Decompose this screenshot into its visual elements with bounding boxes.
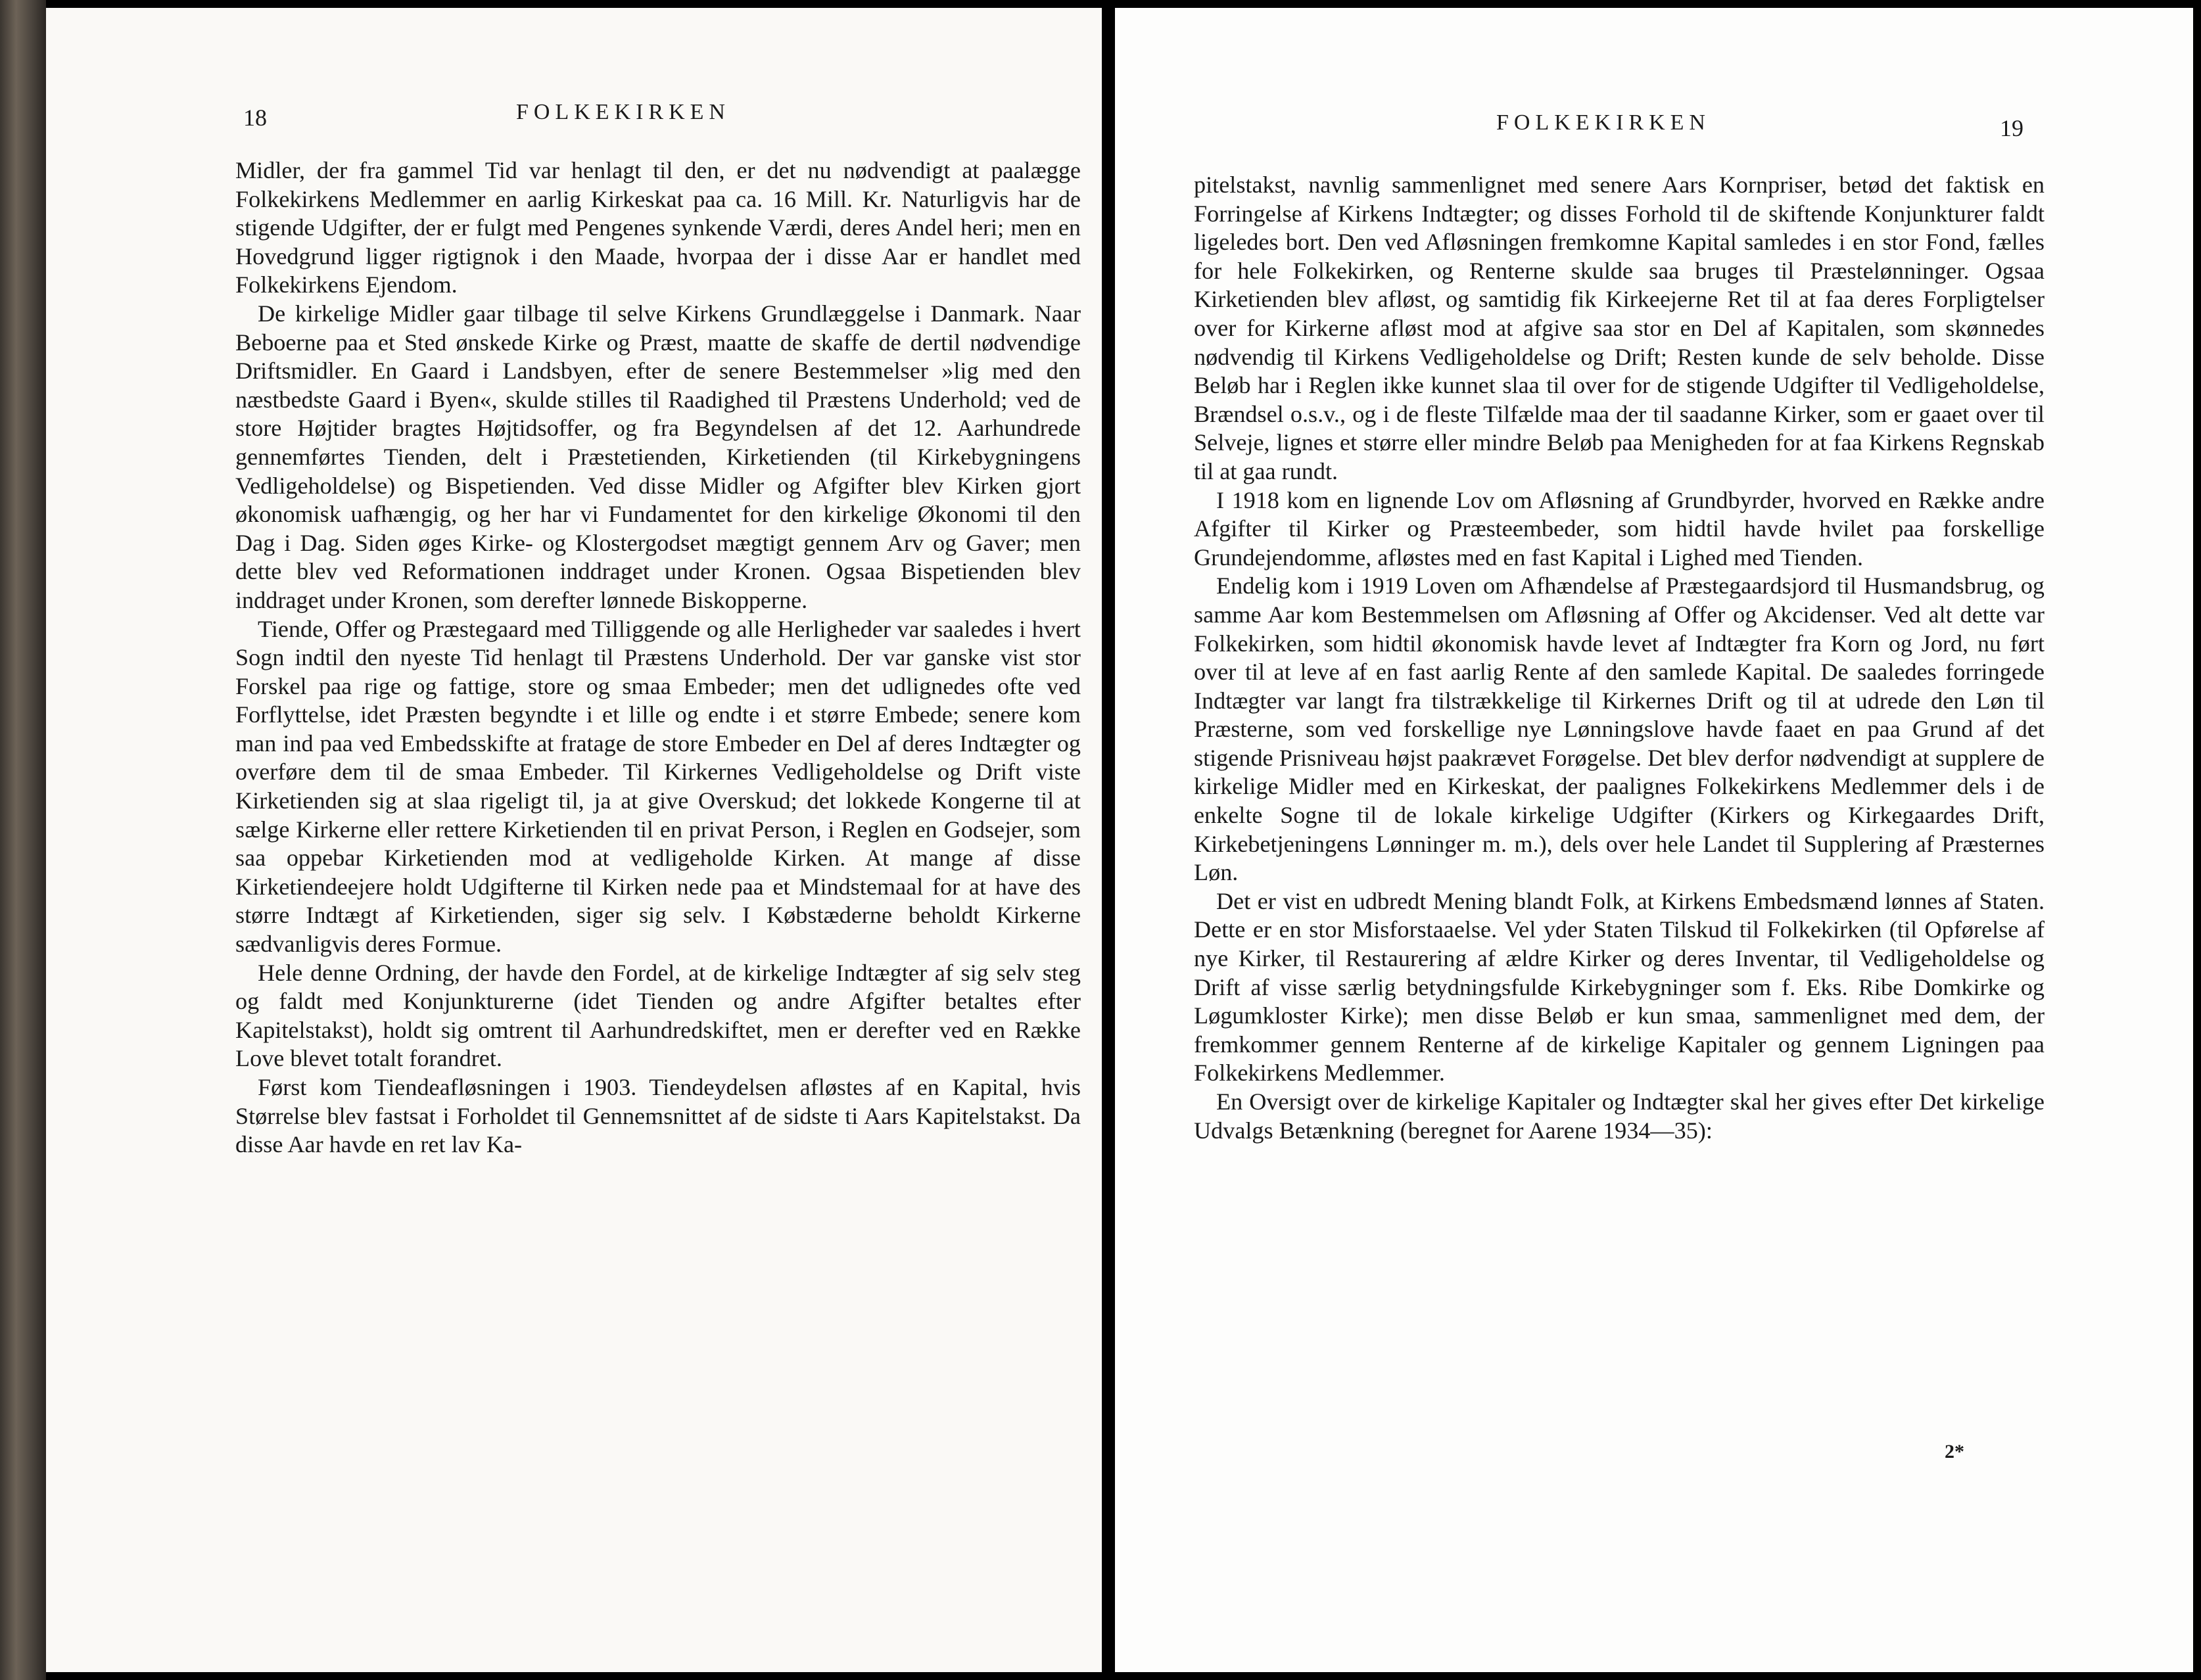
paragraph: De kirkelige Midler gaar tilbage til selve Kirkens Grundlæggelse i Danmark. Naar Beboerne paa et Sted ønskede Kirke og Præst, maatte de skaffe de dertil nødvendige Driftsmidler. En Gaard i Landsbyen, efter de senere Bestemmelser »lig med den næstbedste Gaard i Byen«, skulde stilles til Raadighed til Præstens Underhold; ved de store Højtider bragtes Højtidsoffer, og fra Begyndelsen af det 12. Aarhundrede gennemførtes Tienden, delt i Præstetienden, Kirketienden (til Kirkebygningens Vedligeholdelse) og Bispetienden. Ved disse Midler og Afgifter blev Kirken gjort økonomisk uafhængig, og her har vi Fundamentet for den kirkelige Økonomi til den Dag i Dag. Siden øges Kirke- og Klostergodset mægtigt gennem Arv og Gaver; men dette blev ved Reformationen inddraget under Kronen. Ogsaa Bispetienden blev inddraget under Kronen, som derefter lønnede Biskopperne.	[235, 300, 1081, 613]
page-number: 18	[243, 105, 267, 131]
body-text	[1194, 171, 2045, 1145]
page-number: 19	[2000, 115, 2024, 141]
paragraph: Hele denne Ordning, der havde den Fordel, at de kirkelige Indtægter af sig selv steg og faldt med Konjunkturerne (idet Tienden og andre Afgifter betaltes efter Kapitelstakst), holdt sig omtrent til Aarhundredskiftet, men er derefter ved en Række Love blevet totalt forandret.	[235, 959, 1081, 1072]
paragraph: Det er vist en udbredt Mening blandt Folk, at Kirkens Embedsmænd lønnes af Staten. Dette er en stor Misforstaaelse. Vel yder Staten Tilskud til Folkekirken (til Opførelse af nye Kirker, til Restaurering af ældre Kirker og deres Inventar, til Vedligeholdelse og Drift af visse særlig betydningsfulde Kirkebygninger som f. Eks. Ribe Domkirke og Løgumkloster Kirke); men disse Beløb er kun smaa, sammenlignet med dem, der fremkommer gennem Renterne af de kirkelige Kapitaler og gennem Ligningen paa Folkekirkens Medlemmer.	[1194, 887, 2045, 1086]
running-head: FOLKEKIRKEN	[516, 100, 730, 124]
running-head: FOLKEKIRKEN	[1496, 110, 1711, 135]
right-page	[1115, 8, 2193, 1672]
paragraph: I 1918 kom en lignende Lov om Afløsning af Grundbyrder, hvorved en Række andre Afgifter til Kirker og Præsteembeder, som hidtil havde hvilet paa forskellige Grundejendomme, afløstes med en fast Kapital i Lighed med Tienden.	[1194, 486, 2045, 571]
paragraph: pitelstakst, navnlig sammenlignet med senere Aars Kornpriser, betød det faktisk en Forringelse af Kirkens Indtægter; og disses Forhold til de skiftende Konjunkturer faldt ligeledes bort. Den ved Afløsningen fremkomne Kapital samledes i en stor Fond, fælles for hele Folkekirken, og Renterne skulde saa bruges til Præstelønninger. Ogsaa Kirketienden blev afløst, og samtidig fik Kirkeejerne Ret til at faa deres Forpligtelser over for Kirkerne afløst mod at afgive saa stor en Del af Kapitalen, som skønnedes nødvendig til Kirkens Vedligeholdelse og Drift; Resten kunde de selv beholde. Disse Beløb har i Reglen ikke kunnet slaa til over for de stigende Udgifter til Vedligeholdelse, Brændsel o.s.v., og i de fleste Tilfælde maa der til saadanne Kirker, som er gaaet over til Selveje, lignes et større eller mindre Beløb paa Menigheden for at faa Kirkens Regnskab til at gaa rundt.	[1194, 172, 2045, 484]
left-page	[46, 8, 1102, 1672]
body-text	[235, 156, 1081, 1159]
paragraph: Tiende, Offer og Præstegaard med Tilliggende og alle Herligheder var saaledes i hvert Sogn indtil den nyeste Tid henlagt til Præstens Underhold. Der var ganske vist stor Forskel paa rige og fattige, store og smaa Embeder; men det udlignedes ofte ved Forflyttelse, idet Præsten begyndte i et lille og endte i et større Embede; senere kom man ind paa ved Embedsskifte at fratage de store Embeder en Del af deres Indtægter og overføre dem til de smaa Embeder. Til Kirkernes Vedligeholdelse og Drift viste Kirketienden sig at slaa rigeligt til, ja at give Overskud; det lokkede Kongerne til at sælge Kirkerne eller rettere Kirketienden til en privat Person, i Reglen en Godsejer, som saa oppebar Kirketienden mod at vedligeholde Kirken. At mange af disse Kirketiendeejere holdt Udgifterne til Kirken nede paa et Mindstemaal for at have des større Indtægt af Kirketienden, siger sig selv. I Købstæderne beholdt Kirkerne sædvanligvis deres Formue.	[235, 615, 1081, 958]
paragraph: Først kom Tiendeafløsningen i 1903. Tiendeydelsen afløstes af en Kapital, hvis Størrelse blev fastsat i Forholdet til Gennemsnittet af de sidste ti Aars Kapitelstakst. Da disse Aar havde en ret lav Ka-	[235, 1074, 1081, 1158]
book-spine	[0, 0, 46, 1680]
paragraph: Endelig kom i 1919 Loven om Afhændelse af Præstegaardsjord til Husmandsbrug, og samme Aar kom Bestemmelsen om Afløsning af Offer og Akcidenser. Ved alt dette var Folkekirken, som hidtil økonomisk havde levet af Indtægter fra Korn og Jord, nu ført over til at leve af en fast aarlig Rente af den samlede Kapital. De saaledes forringede Indtægter var langt fra tilstrækkelige til Kirkernes Drift og til at udrede den Løn til Præsterne, som ved forskellige nye Lønningslove havde faaet en paa Grund af det stigende Prisniveau højst paakrævet Forøgelse. Det blev derfor nødvendigt at supplere de kirkelige Midler med en Kirkeskat, der paalignes Folkekirkens Medlemmer dels i de enkelte Sogne til de lokale kirkelige Udgifter (Kirkers og Kirkegaardes Drift, Kirkebetjeningens Lønninger m. m.), dels over hele Landet til Supplering af Præsternes Løn.	[1194, 572, 2045, 886]
signature-mark: 2*	[1945, 1441, 1964, 1462]
paragraph: Midler, der fra gammel Tid var henlagt til den, er det nu nødvendigt at paalægge Folkekirkens Medlemmer en aarlig Kirkeskat paa ca. 16 Mill. Kr. Naturligvis har de stigende Udgifter, der er fulgt med Pengenes synkende Værdi, deres Andel heri; men en Hovedgrund ligger rigtignok i den Maade, hvorpaa der i disse Aar er handlet med Folkekirkens Ejendom.	[235, 157, 1081, 298]
paragraph: En Oversigt over de kirkelige Kapitaler og Indtægter skal her gives efter Det kirkelige Udvalgs Betænkning (beregnet for Aarene 1934—35):	[1194, 1088, 2045, 1144]
